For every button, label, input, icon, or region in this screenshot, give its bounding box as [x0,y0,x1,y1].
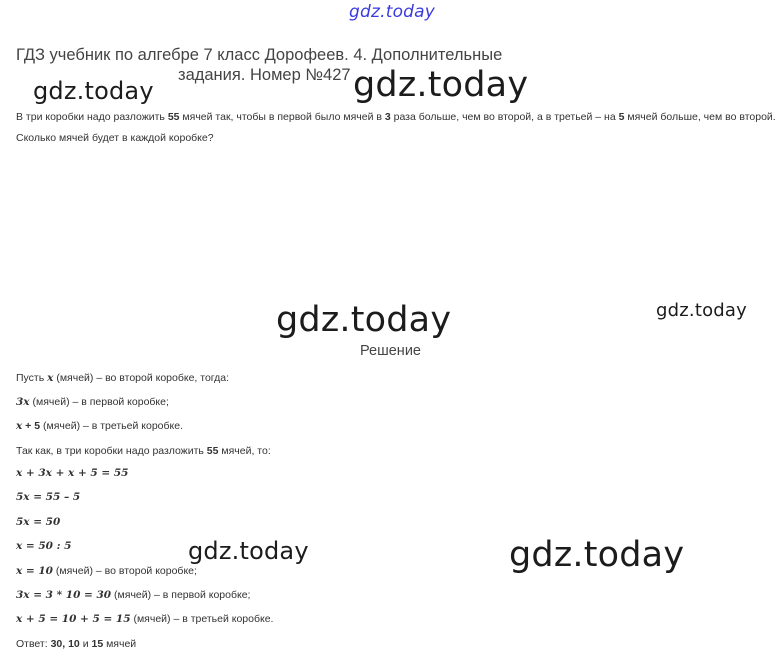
problem-part: раза больше, чем во второй, а в третьей – на [390,111,619,123]
equation-4: x = 50 : 5 [16,540,72,552]
title-line-1: ГДЗ учебник по алгебре 7 класс Дорофеев. 4. Дополнительные [16,46,503,64]
equation-3: 5x = 50 [16,516,61,528]
solution-line-11 [16,613,273,625]
problem-part: мячей так, чтобы в первой было мячей в [179,111,385,123]
problem-number: 55 [167,111,180,123]
watermark-top: gdz.today [349,2,436,22]
solution-line-3 [16,420,183,432]
equation-1: x + 3x + x + 5 = 55 [16,467,129,479]
solution-line-4 [16,445,271,457]
solution-line-10 [16,589,250,601]
text: Так как, в три коробки надо разложить [16,445,207,457]
math: x [16,420,23,432]
watermark-bottom-right: gdz.today [509,535,685,575]
math: 55 [206,445,219,457]
equation-2: 5x = 55 – 5 [16,491,81,503]
solution-line-1 [16,372,229,384]
math: x + 5 = 10 + 5 = 15 [16,613,131,625]
text: (мячей) – во второй коробке, тогда: [53,372,230,384]
text: (мячей) – в третьей коробке. [130,613,274,625]
text: мячей, то: [218,445,271,457]
text: (мячей) – во второй коробке; [52,565,197,577]
problem-number: 5 [618,111,625,123]
title-line-2: задания. Номер №427 [178,66,351,84]
math: 3x [16,396,30,408]
watermark-left: gdz.today [33,77,154,105]
watermark-bottom-left: gdz.today [188,537,309,565]
watermark-right: gdz.today [656,300,748,321]
text: (мячей) – в третьей коробке. [40,420,183,432]
watermark-center: gdz.today [276,300,452,340]
math: 3x = 3 * 10 = 30 [16,589,112,601]
solution-line-2 [16,396,169,408]
answer-value: 15 [91,638,104,650]
answer-value: 30, 10 [50,638,80,650]
answer-line [16,638,136,650]
math: x = 10 [16,565,53,577]
text: (мячей) – в первой коробке; [111,589,251,601]
solution-line-9 [16,565,197,577]
text: и [79,638,92,650]
math: + 5 [22,420,41,432]
problem-part: мячей больше, чем во второй. Сколько мячей будет в каждой коробке? [16,111,776,144]
problem-part: В три коробки надо разложить [16,111,168,123]
math: x [47,372,54,384]
problem-text [16,107,776,149]
text: Пусть [16,372,48,384]
watermark-center-top: gdz.today [353,65,529,105]
text: (мячей) – в первой коробке; [29,396,169,408]
problem-number: 3 [384,111,391,123]
solution-heading: Решение [360,343,421,359]
text: мячей [103,638,137,650]
text: Ответ: [16,638,51,650]
